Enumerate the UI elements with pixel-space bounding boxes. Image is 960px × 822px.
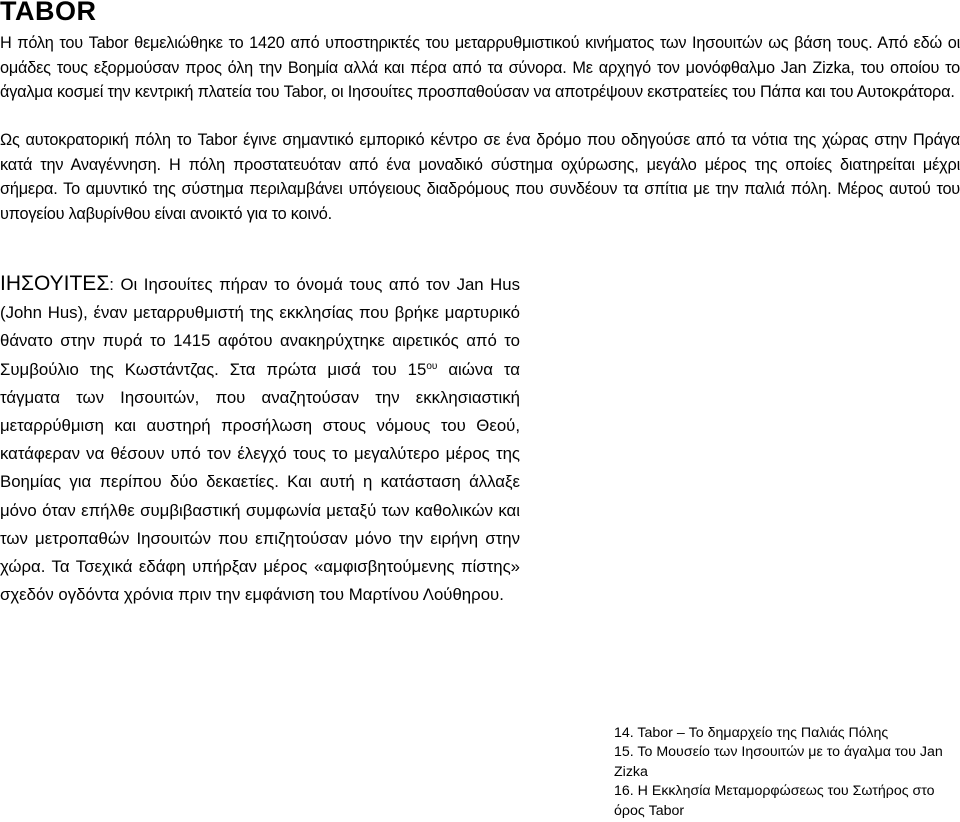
section-heading: ΙΗΣΟΥΙΤΕΣ — [0, 272, 110, 295]
ordinal-superscript: ου — [426, 360, 438, 372]
intro-paragraph: Ως αυτοκρατορική πόλη το Tabor έγινε σημαντικό εμπορικό κέντρο σε ένα δρόμο που οδηγούσε από τα νότια της χώρας στην Πράγα κατά την Αναγέννηση. Η πόλη προστατευόταν από ένα μοναδικό σύστημα οχύρωσης, μεγάλο μέρος της οποίες διατηρείται μέχρι σήμερα. Το αμυντικό της σύστημα περιλαμβάνει υπόγειους διαδρόμους που συνδέουν τα σπίτια με την παλιά πόλη. Μέρος αυτού του υπογείου λαβυρίνθου είναι ανοικτό για το κοινό. — [0, 131, 960, 223]
jesuits-section — [0, 270, 520, 609]
page-title: TABOR — [0, 0, 97, 26]
caption-item: 15. Το Μουσείο των Ιησουιτών με το άγαλμα του Jan Zizka — [614, 744, 943, 780]
section-text-start: Οι Ιησουίτες πήραν το όνομά τους από τον Jan Hus (John Hus), έναν μεταρρυθμιστή της εκκλησίας που βρήκε μαρτυρικό θάνατο στην πυρά το 1415 αφότου ανακηρύχτηκε αιρετικός από το Συμβούλιο της Κωστάντζας. Στα πρώτα μισά του 15 — [0, 275, 520, 379]
caption-item: 14. Tabor – Το δημαρχείο της Παλιάς Πόλης — [614, 725, 889, 741]
section-text-end: αιώνα τα τάγματα των Ιησουιτών, που αναζητούσαν την εκκλησιαστική μεταρρύθμιση και αυστηρή προσήλωση στους νόμους του Θεού, κατάφεραν να θέσουν υπό τον έλεγχό τους το μεγαλύτερο μέρος της Βοημίας για περίπου δύο δεκαετίες. Και αυτή η κατάσταση άλλαξε μόνο όταν επήλθε συμβιβαστική συμφωνία μεταξύ των καθολικών και των μετροπαθών Ιησουιτών που επιζητούσαν μόνο την ειρήνη στην χώρα. Τα Τσεχικά εδάφη υπήρξαν μέρος «αμφισβητούμενης πίστης» σχεδόν ογδόντα χρόνια πριν την εμφάνιση του Μαρτίνου Λούθηρου. — [0, 359, 520, 605]
intro-paragraph: Η πόλη του Tabor θεμελιώθηκε το 1420 από υποστηρικτές του μεταρρυθμιστικού κινήματος των Ιησουιτών ως βάση τους. Από εδώ οι ομάδες τους εξορμούσαν προς όλη την Βοημία αλλά και πέρα από τα σύνορα. Με αρχηγό τον μονόφθαλμο Jan Zizka, του οποίου το άγαλμα κοσμεί την κεντρική πλατεία του Tabor, οι Ιησουίτες προσπαθούσαν να αποτρέψουν εκστρατείες του Πάπα και του Αυτοκράτορα. — [0, 34, 960, 101]
caption-item: 16. Η Εκκλησία Μεταμορφώσεως του Σωτήρος στο όρος Tabor — [614, 783, 935, 819]
photo-captions — [614, 724, 954, 821]
section-heading-colon: : — [109, 275, 114, 294]
